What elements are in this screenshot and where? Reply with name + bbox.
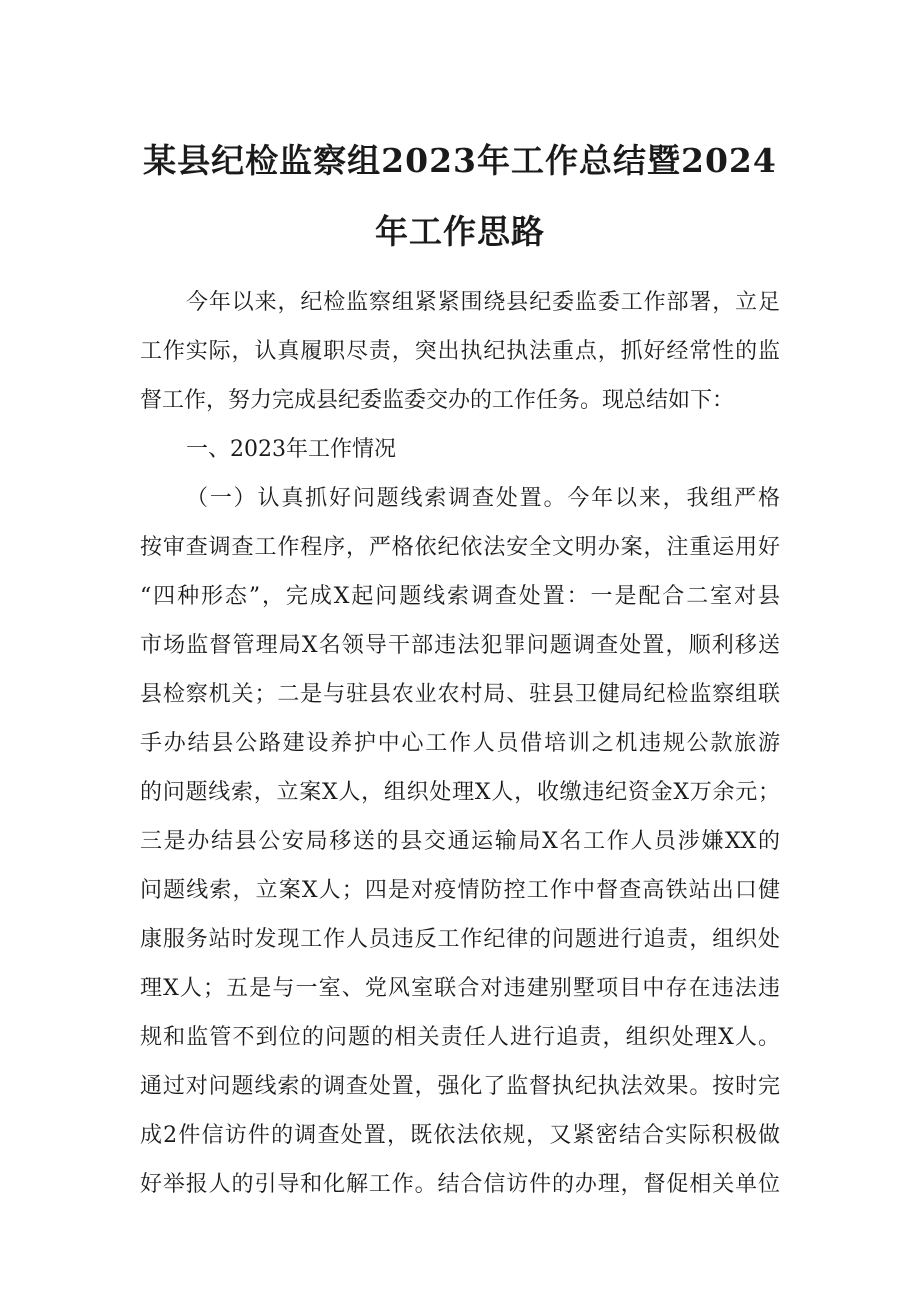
- paragraph-line: “四种形态”，完成X起问题线索调查处置：一是配合二室对县: [140, 584, 780, 609]
- paragraph-line: 今年以来，纪检监察组紧紧围绕县纪委监委工作部署，立足: [186, 290, 780, 315]
- paragraph-line: 理X人；五是与一室、党风室联合对违建别墅项目中存在违法违: [140, 976, 780, 1001]
- document-title-line-1: 某县纪检监察组2023年工作总结暨2024: [143, 141, 777, 180]
- section-heading: 一、2023年工作情况: [186, 437, 396, 462]
- paragraph-line: 按审查调查工作程序，严格依纪依法安全文明办案，注重运用好: [140, 535, 780, 560]
- paragraph-line: 规和监管不到位的问题的相关责任人进行追责，组织处理X人。: [140, 1025, 780, 1050]
- paragraph-line: 工作实际，认真履职尽责，突出执纪执法重点，抓好经常性的监: [140, 339, 780, 364]
- paragraph-line: 通过对问题线索的调查处置，强化了监督执纪执法效果。按时完: [140, 1074, 780, 1099]
- paragraph-line: 的问题线索，立案X人，组织处理X人，收缴违纪资金X万余元；: [140, 780, 780, 805]
- paragraph-line: 好举报人的引导和化解工作。结合信访件的办理，督促相关单位: [140, 1172, 780, 1197]
- paragraph-line: 问题线索，立案X人；四是对疫情防控工作中督查高铁站出口健: [140, 878, 780, 903]
- paragraph-line: 督工作，努力完成县纪委监委交办的工作任务。现总结如下：: [140, 388, 735, 413]
- paragraph-line: 康服务站时发现工作人员违反工作纪律的问题进行追责，组织处: [140, 927, 780, 952]
- paragraph-line: 县检察机关；二是与驻县农业农村局、驻县卫健局纪检监察组联: [140, 682, 780, 707]
- paragraph-line: （一）认真抓好问题线索调查处置。今年以来，我组严格: [186, 486, 780, 511]
- paragraph-line: 三是办结县公安局移送的县交通运输局X名工作人员涉嫌XX的: [140, 829, 780, 854]
- paragraph-line: 成2件信访件的调查处置，既依法依规，又紧密结合实际积极做: [140, 1123, 780, 1148]
- paragraph-line: 手办结县公路建设养护中心工作人员借培训之机违规公款旅游: [140, 731, 780, 756]
- document-title-line-2: 年工作思路: [375, 212, 545, 251]
- paragraph-line: 市场监督管理局X名领导干部违法犯罪问题调查处置，顺利移送: [140, 633, 780, 658]
